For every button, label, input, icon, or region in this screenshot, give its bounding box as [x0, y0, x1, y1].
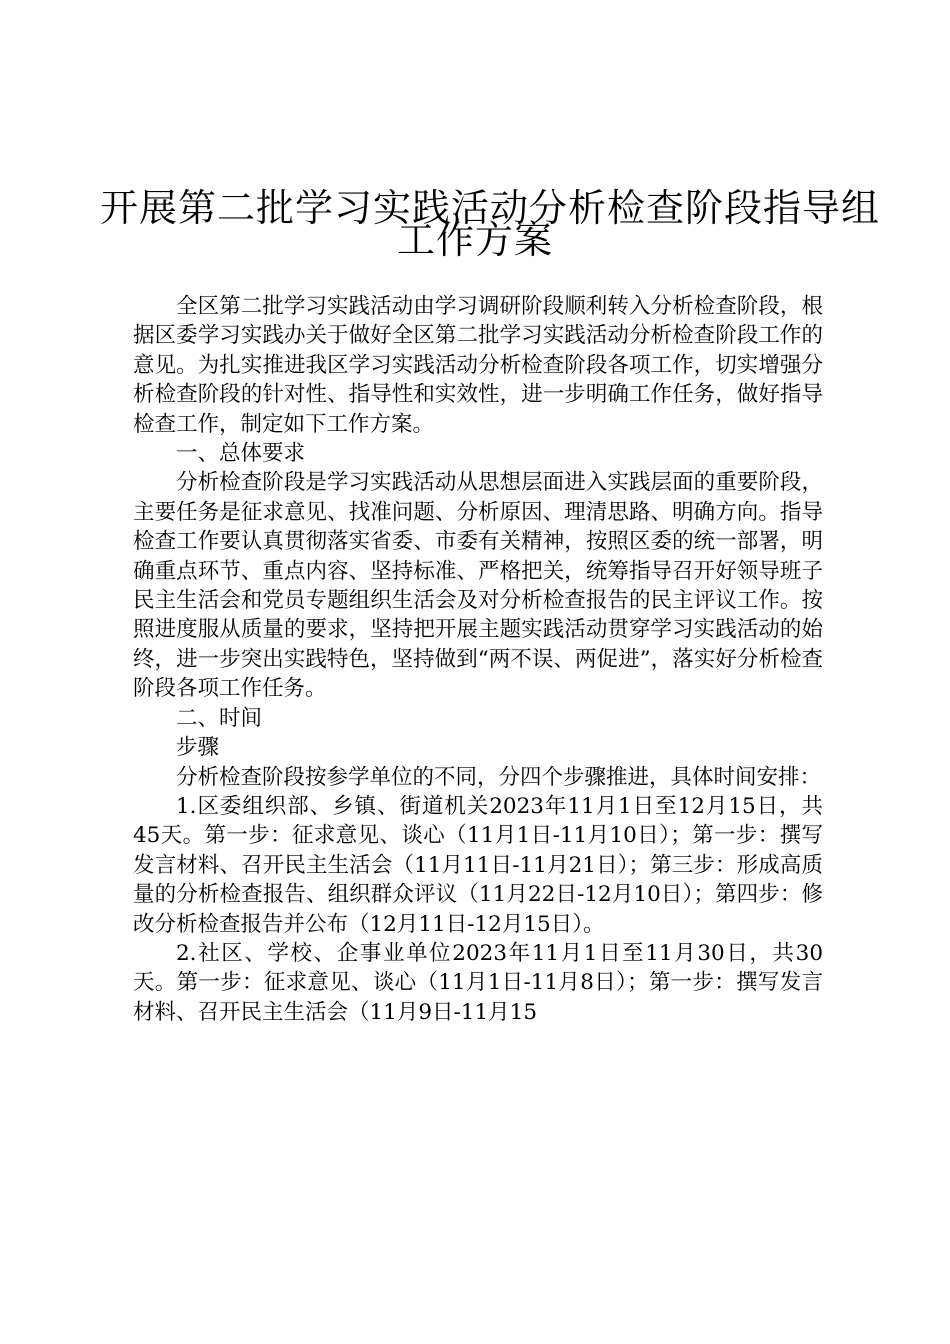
schedule-item-1: 1.区委组织部、乡镇、街道机关2023年11月1日至12月15日，共45天。第一步：征求意见、谈心（11月1日-11月10日）；第一步：撰写发言材料、召开民主生活会（11月11日-11月21日）；第三步：形成高质量的分析检查报告、组织群众评议（11月22日-12月10日）；第四步：修改分析检查报告并公布（12月11日-12月15日）。 [133, 793, 823, 937]
general-requirements-paragraph: 分析检查阶段是学习实践活动从思想层面进入实践层面的重要阶段，主要任务是征求意见、找准问题、分析原因、理清思路、明确方向。指导检查工作要认真贯彻落实省委、市委有关精神，按照区委的统一部署，明确重点环节、重点内容、坚持标准、严格把关，统筹指导召开好领导班子民主生活会和党员专题组织生活会及对分析检查报告的民主评议工作。按照进度服从质量的要求，坚持把开展主题实践活动贯穿学习实践活动的始终，进一步突出实践特色，坚持做到“两不误、两促进”，落实好分析检查阶段各项工作任务。 [133, 470, 823, 702]
document-title-line-1: 开展第二批学习实践活动分析检查阶段指导组 [100, 186, 881, 230]
section-heading-steps: 步骤 [176, 735, 220, 761]
section-heading-general-requirements: 一、总体要求 [176, 441, 306, 467]
document-title-line-2: 工作方案 [396, 218, 553, 262]
section-heading-time: 二、时间 [176, 705, 263, 731]
document-body [133, 292, 823, 1027]
intro-paragraph: 全区第二批学习实践活动由学习调研阶段顺利转入分析检查阶段，根据区委学习实践办关于做好全区第二批学习实践活动分析检查阶段工作的意见。为扎实推进我区学习实践活动分析检查阶段各项工作，切实增强分析检查阶段的针对性、指导性和实效性，进一步明确工作任务，做好指导检查工作，制定如下工作方案。 [133, 294, 823, 437]
steps-intro-paragraph: 分析检查阶段按参学单位的不同，分四个步骤推进，具体时间安排： [176, 764, 822, 790]
schedule-item-2: 2.社区、学校、企事业单位2023年11月1日至11月30日，共30天。第一步：征求意见、谈心（11月1日-11月8日）；第一步：撰写发言材料、召开民主生活会（11月9日-11月15 [133, 940, 823, 1025]
